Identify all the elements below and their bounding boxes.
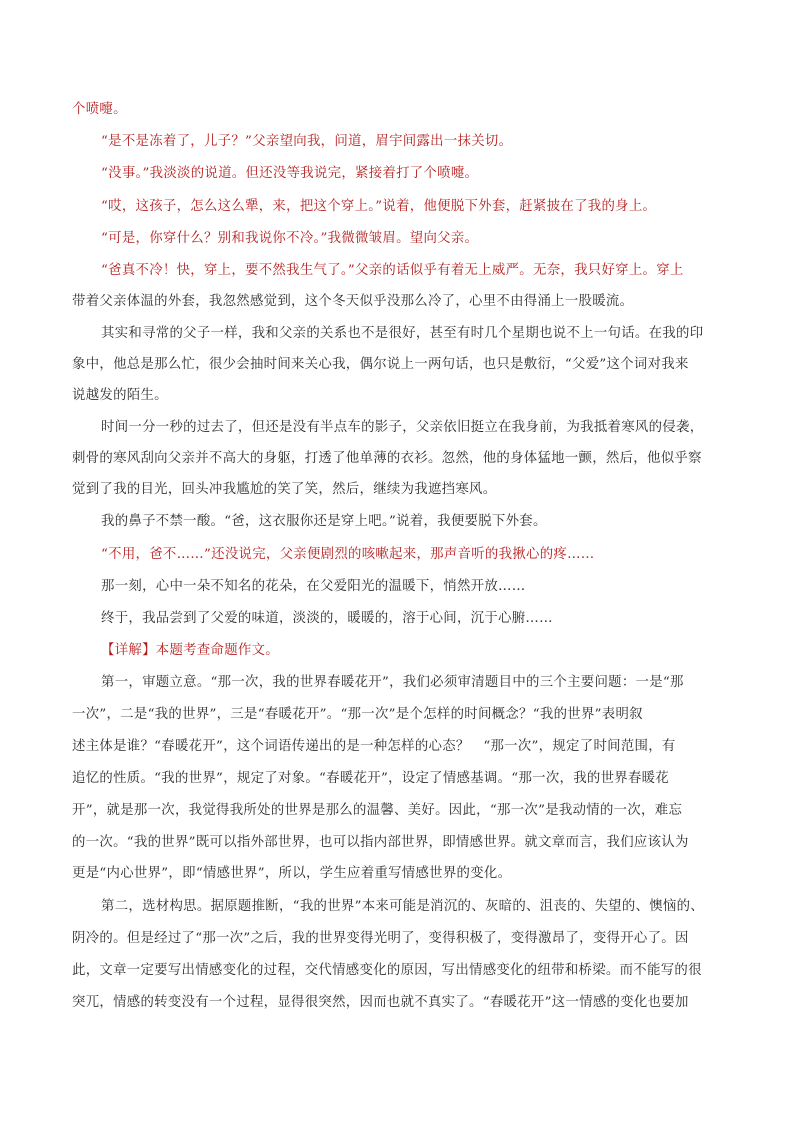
text-line: 述主体是谁？“春暖花开”，这个词语传递出的是一种怎样的心态？ “那一次”，规定了时间范围，有 (72, 739, 676, 754)
text-line: 追忆的性质。“我的世界”，规定了对象。“春暖花开”，设定了情感基调。“那一次，我的世界春暖花 (72, 771, 670, 786)
text-line: 更是“内心世界”，即“情感世界”，所以，学生应着重写情感世界的变化。 (72, 866, 512, 881)
text-line: 的一次。“我的世界”既可以指外部世界，也可以指内部世界，即情感世界。就文章而言，我们应该认为 (72, 835, 689, 850)
text-line: 开”，就是那一次，我觉得我所处的世界是那么的温馨、美好。因此，“那一次”是我动情的一次，难忘 (72, 803, 683, 818)
text-line: “不用，爸不……”还没说完，父亲便剧烈的咳嗽起来，那声音听的我揪心的疼…… (101, 547, 595, 562)
text-line: 象中，他总是那么忙，很少会抽时间来关心我，偶尔说上一两句话，也只是敷衍，“父爱”这个词对我来 (72, 357, 689, 372)
text-line: 带着父亲体温的外套，我忽然感觉到，这个冬天似乎没那么冷了，心里不由得涌上一股暖流。 (72, 294, 634, 309)
text-line: 阴冷的。但是经过了“那一次”之后，我的世界变得光明了，变得积极了，变得激昂了，变得开心了。因 (72, 931, 689, 946)
text-line: 一次”，二是“我的世界”，三是“春暖花开”。“那一次”是个怎样的时间概念？“我的世界”表明叙 (72, 707, 643, 722)
text-line: 觉到了我的目光，回头冲我尴尬的笑了笑，然后，继续为我遮挡寒风。 (72, 482, 497, 497)
text-line: “哎，这孩子，怎么这么犟，来，把这个穿上。”说着，他便脱下外套，赶紧披在了我的身上。 (101, 199, 657, 214)
text-line: “爸真不冷！快，穿上，要不然我生气了。”父亲的话似乎有着无上威严。无奈，我只好穿上。穿上 (101, 263, 684, 278)
text-line: “没事。”我淡淡的说道。但还没等我说完，紧接着打了个喷嚏。 (101, 166, 479, 181)
text-line: 终于，我品尝到了父爱的味道，淡淡的，暖暖的，溶于心间，沉于心腑…… (101, 611, 553, 626)
text-line: 突兀，情感的转变没有一个过程，显得很突然，因而也就不真实了。“春暖花开”这一情感的变化也要加 (72, 995, 689, 1010)
text-line: 刺骨的寒风刮向父亲并不高大的身躯，打透了他单薄的衣衫。忽然，他的身体猛地一颤，然后，他似乎察 (72, 451, 702, 466)
text-line: “可是，你穿什么？别和我说你不冷。”我微微皱眉。望向父亲。 (101, 231, 479, 246)
text-line: 那一刻，心中一朵不知名的花朵，在父爱阳光的温暖下，悄然开放…… (101, 579, 526, 594)
text-line: 其实和寻常的父子一样，我和父亲的关系也不是很好，甚至有时几个星期也说不上一句话。在我的印 (101, 326, 704, 341)
text-line: 个喷嚏。 (72, 102, 127, 117)
text-line: 第一，审题立意。“那一次，我的世界春暖花开”，我们必须审清题目中的三个主要问题：一是“那 (101, 675, 684, 690)
text-line: 第二，选材构思。据原题推断，“我的世界”本来可能是消沉的、灰暗的、沮丧的、失望的、懊恼的、 (101, 899, 704, 914)
text-line: “是不是冻着了，儿子？”父亲望向我，问道，眉宇间露出一抹关切。 (101, 134, 513, 149)
text-line: 【详解】本题考查命题作文。 (101, 643, 279, 658)
text-line: 我的鼻子不禁一酸。“爸，这衣服你还是穿上吧。”说着，我便要脱下外套。 (101, 514, 547, 529)
text-line: 时间一分一秒的过去了，但还是没有半点车的影子，父亲依旧挺立在我身前，为我抵着寒风的侵袭， (101, 420, 704, 435)
text-line: 说越发的陌生。 (72, 388, 168, 403)
text-line: 此，文章一定要写出情感变化的过程，交代情感变化的原因，写出情感变化的纽带和桥梁。而不能写的很 (72, 963, 702, 978)
